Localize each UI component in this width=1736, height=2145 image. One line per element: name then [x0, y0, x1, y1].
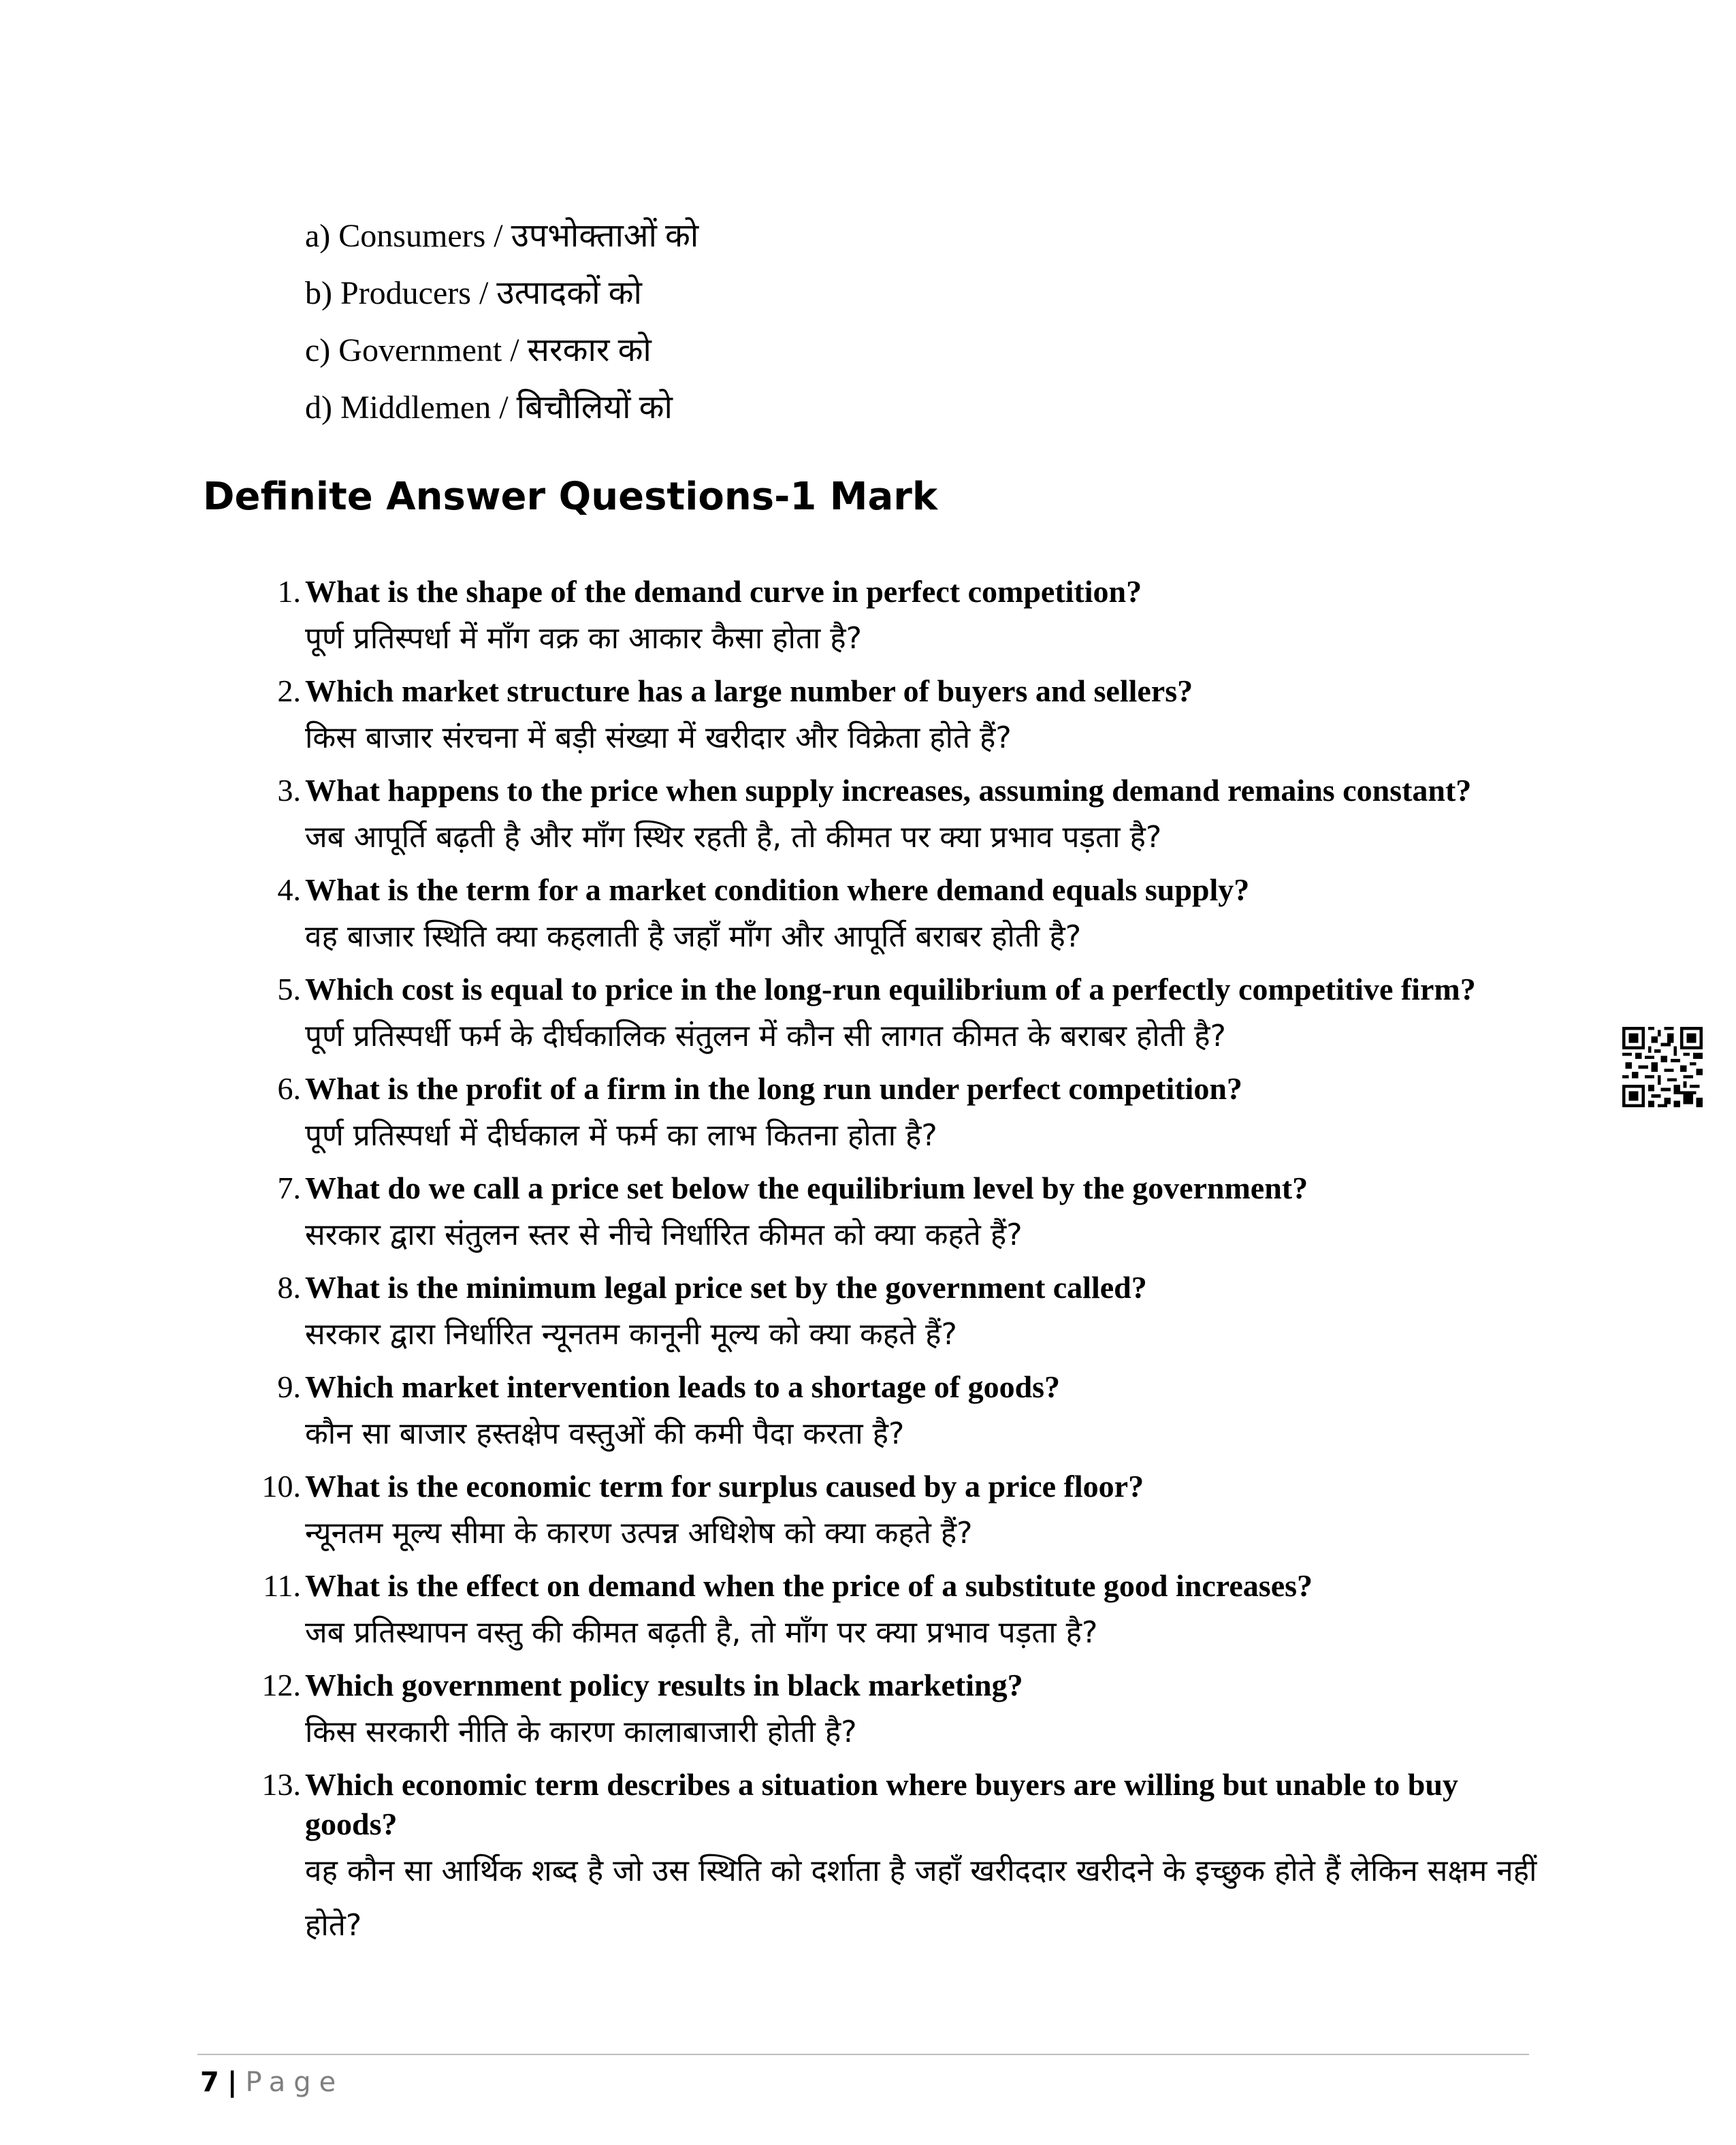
question-english: Which cost is equal to price in the long-run equilibrium of a perfectly competitive firm? — [305, 972, 1476, 1006]
option-a: a) Consumers / उपभोक्ताओं को — [305, 218, 699, 254]
question-hindi: किस बाजार संरचना में बड़ी संख्या में खरीदार और विक्रेता होते हैं? — [305, 720, 1012, 755]
page-number: 7 — [200, 2067, 219, 2098]
question-item — [252, 870, 1579, 964]
question-number: 6. — [277, 1071, 301, 1106]
question-english: What is the term for a market condition where demand equals supply? — [305, 872, 1250, 907]
question-number: 3. — [277, 773, 301, 808]
question-number: 9. — [277, 1369, 301, 1404]
question-hindi: वह बाजार स्थिति क्या कहलाती है जहाँ माँग और आपूर्ति बराबर होती है? — [305, 919, 1082, 954]
question-english: Which market structure has a large number of buyers and sellers? — [305, 673, 1193, 708]
question-english: Which market intervention leads to a shortage of goods? — [305, 1369, 1061, 1404]
section-title: Definite Answer Questions-1 Mark — [203, 475, 938, 519]
question-number: 11. — [263, 1568, 301, 1603]
question-hindi: जब प्रतिस्थापन वस्तु की कीमत बढ़ती है, तो माँग पर क्या प्रभाव पड़ता है? — [305, 1615, 1098, 1650]
question-number: 5. — [277, 972, 301, 1006]
question-number: 12. — [261, 1668, 301, 1702]
question-english: Which economic term describes a situation where buyers are willing but unable to buy goods? — [305, 1767, 1458, 1841]
question-hindi: पूर्ण प्रतिस्पर्धी फर्म के दीर्घकालिक संतुलन में कौन सी लागत कीमत के बराबर होती है? — [305, 1019, 1226, 1053]
question-hindi: जब आपूर्ति बढ़ती है और माँग स्थिर रहती है, तो कीमत पर क्या प्रभाव पड़ता है? — [305, 820, 1162, 855]
question-number: 7. — [277, 1171, 301, 1205]
question-item — [252, 970, 1579, 1064]
question-hindi: न्यूनतम मूल्य सीमा के कारण उत्पन्न अधिशेष को क्या कहते हैं? — [305, 1516, 973, 1551]
question-item — [252, 1566, 1579, 1660]
question-item — [252, 671, 1579, 765]
question-english: What is the profit of a firm in the long run under perfect competition? — [305, 1071, 1242, 1106]
option-b: b) Producers / उत्पादकों को — [305, 275, 642, 311]
question-hindi: किस सरकारी नीति के कारण कालाबाजारी होती है? — [305, 1715, 857, 1749]
question-english: What is the economic term for surplus caused by a price floor? — [305, 1469, 1144, 1504]
question-number: 2. — [277, 673, 301, 708]
page-label: Page — [245, 2067, 344, 2098]
question-number: 8. — [277, 1270, 301, 1305]
answer-options — [305, 208, 1530, 436]
question-hindi: पूर्ण प्रतिस्पर्धा में माँग वक्र का आकार कैसा होता है? — [305, 621, 863, 656]
question-english: What is the shape of the demand curve in perfect competition? — [305, 574, 1142, 609]
question-hindi: कौन सा बाजार हस्तक्षेप वस्तुओं की कमी पैदा करता है? — [305, 1416, 905, 1451]
question-item — [252, 1069, 1579, 1163]
option-d: d) Middlemen / बिचौलियों को — [305, 390, 673, 426]
question-hindi: सरकार द्वारा निर्धारित न्यूनतम कानूनी मूल्य को क्या कहते हैं? — [305, 1317, 957, 1352]
qr-code-icon — [1622, 1027, 1703, 1107]
question-english: What do we call a price set below the equilibrium level by the government? — [305, 1171, 1308, 1205]
question-item — [252, 1169, 1579, 1262]
question-item — [252, 572, 1579, 666]
question-item — [252, 771, 1579, 865]
question-number: 4. — [277, 872, 301, 907]
question-hindi: वह कौन सा आर्थिक शब्द है जो उस स्थिति को दर्शाता है जहाँ खरीददार खरीदने के इच्छुक होते हैं लेकिन सक्षम नहीं होते? — [305, 1854, 1537, 1943]
page-footer — [200, 2062, 344, 2103]
question-number: 10. — [261, 1469, 301, 1504]
question-list — [252, 572, 1579, 1958]
question-hindi: पूर्ण प्रतिस्पर्धा में दीर्घकाल में फर्म का लाभ कितना होता है? — [305, 1118, 937, 1153]
question-item — [252, 1666, 1579, 1760]
question-item — [252, 1467, 1579, 1561]
question-english: What is the minimum legal price set by the government called? — [305, 1270, 1147, 1305]
question-english: Which government policy results in black marketing? — [305, 1668, 1023, 1702]
option-c: c) Government / सरकार को — [305, 332, 652, 368]
footer-separator: | — [227, 2067, 238, 2098]
question-item — [252, 1268, 1579, 1362]
question-english: What is the effect on demand when the price of a substitute good increases? — [305, 1568, 1313, 1603]
question-hindi: सरकार द्वारा संतुलन स्तर से नीचे निर्धारित कीमत को क्या कहते हैं? — [305, 1218, 1023, 1252]
question-english: What happens to the price when supply increases, assuming demand remains constant? — [305, 773, 1472, 808]
question-number: 13. — [261, 1767, 301, 1802]
question-item — [252, 1367, 1579, 1461]
question-item — [252, 1765, 1579, 1953]
footer-divider — [197, 2054, 1529, 2055]
question-number: 1. — [277, 574, 301, 609]
